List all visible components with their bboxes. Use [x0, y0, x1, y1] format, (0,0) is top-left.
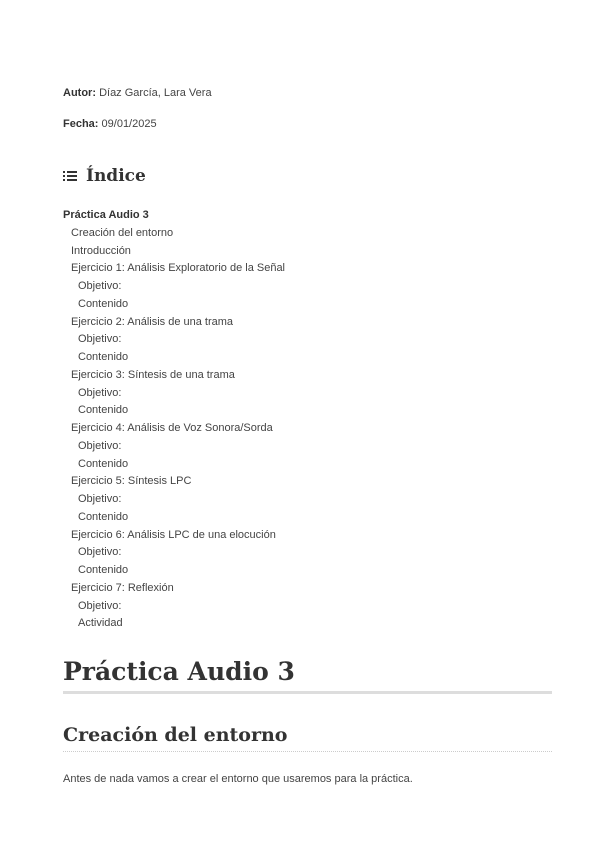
- date-line: [63, 118, 157, 130]
- toc-link[interactable]: Ejercicio 7: Reflexión: [71, 581, 174, 594]
- section-heading: Creación del entorno: [63, 721, 552, 752]
- toc-link[interactable]: Ejercicio 5: Síntesis LPC: [71, 475, 192, 488]
- toc-title: Índice: [86, 166, 146, 186]
- toc-link[interactable]: Objetivo:: [78, 546, 122, 559]
- toc-link[interactable]: Contenido: [78, 564, 129, 576]
- toc-link[interactable]: Ejercicio 1: Análisis Exploratorio de la Señal: [71, 262, 286, 275]
- toc-link[interactable]: Actividad: [78, 617, 123, 630]
- table-of-contents: [63, 207, 285, 633]
- list-icon: [63, 170, 77, 182]
- author-value: Díaz García, Lara Vera: [99, 87, 212, 99]
- toc-link[interactable]: Práctica Audio 3: [63, 209, 149, 221]
- toc-link[interactable]: Contenido: [78, 297, 129, 310]
- toc-link[interactable]: Contenido: [78, 404, 129, 417]
- toc-link[interactable]: Introducción: [71, 244, 131, 257]
- toc-link[interactable]: Objetivo:: [78, 333, 122, 346]
- toc-link[interactable]: Objetivo:: [78, 493, 122, 505]
- toc-link[interactable]: Contenido: [78, 510, 129, 523]
- toc-link[interactable]: Ejercicio 3: Síntesis de una trama: [71, 368, 235, 381]
- toc-link[interactable]: Creación del entorno: [71, 226, 174, 239]
- toc-link[interactable]: Ejercicio 6: Análisis LPC de una elocución: [71, 528, 276, 541]
- toc-link[interactable]: Contenido: [78, 457, 129, 470]
- date-label: Fecha:: [63, 118, 99, 130]
- toc-link[interactable]: Contenido: [78, 351, 129, 363]
- toc-link[interactable]: Objetivo:: [78, 280, 122, 292]
- toc-link[interactable]: Objetivo:: [78, 386, 122, 399]
- toc-link[interactable]: Ejercicio 2: Análisis de una trama: [71, 315, 234, 328]
- intro-paragraph: Antes de nada vamos a crear el entorno que usaremos para la práctica.: [63, 773, 413, 785]
- toc-link[interactable]: Objetivo:: [78, 599, 122, 612]
- toc-header: [63, 166, 146, 186]
- page-title: Práctica Audio 3: [63, 655, 552, 694]
- author-line: [63, 87, 212, 99]
- date-value: 09/01/2025: [101, 118, 157, 130]
- author-label: Autor:: [63, 87, 96, 99]
- toc-link[interactable]: Objetivo:: [78, 439, 122, 452]
- toc-link[interactable]: Ejercicio 4: Análisis de Voz Sonora/Sorda: [71, 422, 273, 434]
